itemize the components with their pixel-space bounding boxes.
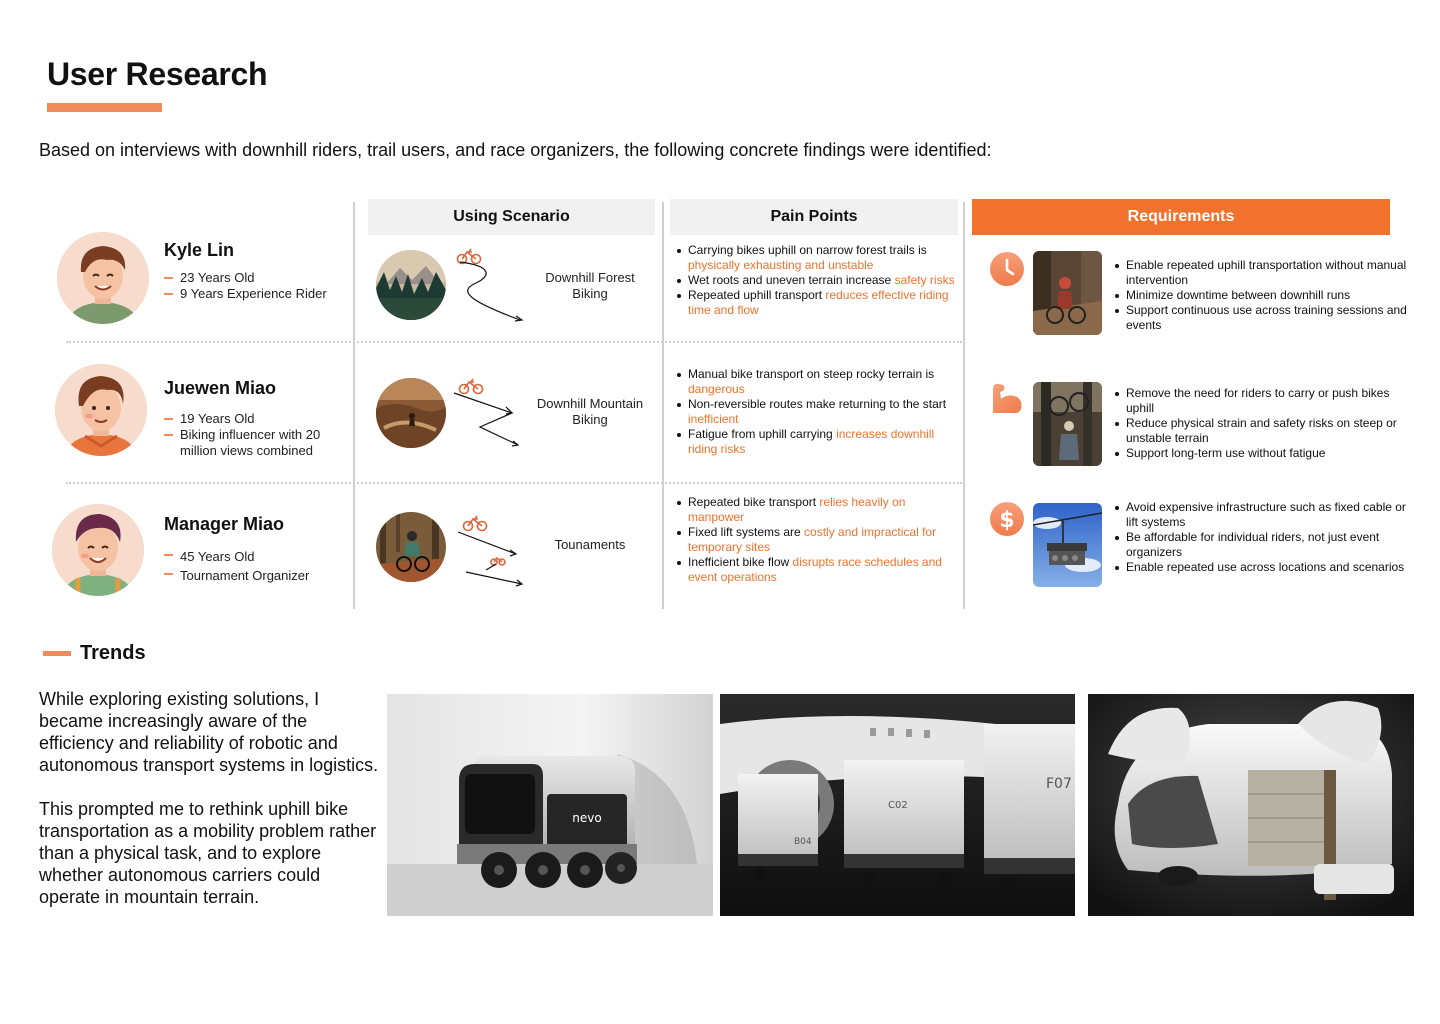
requirements-list: [1113, 500, 1408, 575]
persona-details: [164, 547, 344, 585]
requirement-photo: [1033, 503, 1102, 587]
trend-image-pod-vehicle: [1088, 694, 1414, 916]
page-title: User Research: [47, 56, 268, 92]
pain-point: Wet roots and uneven terrain increase safety risks: [676, 273, 958, 288]
avatar: [52, 504, 144, 596]
persona-detail: 23 Years Old: [164, 270, 344, 286]
divider-2: [662, 202, 664, 609]
divider-3: [963, 202, 965, 609]
persona-name: Juewen Miao: [164, 378, 277, 398]
pain-point: Carrying bikes uphill on narrow forest trails is physically exhausting and unstable: [676, 243, 958, 273]
pain-points-list: [676, 243, 958, 318]
pain-point: Fatigue from uphill carrying increases downhill riding risks: [676, 427, 958, 457]
dollar-icon: [989, 501, 1025, 537]
route-illustration: [456, 514, 528, 590]
column-header-pain-points: Pain Points: [670, 199, 958, 235]
container-label: B04: [794, 837, 812, 847]
row-divider-2: [66, 482, 962, 484]
container-label: C02: [888, 800, 908, 811]
trends-text: [39, 688, 379, 908]
persona-name: Kyle Lin: [164, 240, 235, 260]
trend-image-delivery-robot: [387, 694, 713, 916]
persona-detail: 45 Years Old: [164, 547, 344, 566]
persona-detail: Tournament Organizer: [164, 566, 344, 585]
scenario-label: Downhill Mountain Biking: [536, 396, 644, 427]
route-illustration: [452, 246, 532, 324]
trends-title: Trends: [80, 642, 146, 664]
trend-image-container-robots: [720, 694, 1075, 916]
requirement-item: Be affordable for individual riders, not just event organizers: [1113, 530, 1408, 560]
persona-name: Manager Miao: [164, 514, 285, 534]
scenario-image: [376, 378, 446, 448]
pain-point: Non-reversible routes make returning to the start inefficient: [676, 397, 958, 427]
avatar: [55, 364, 147, 456]
trends-paragraph: While exploring existing solutions, I became increasingly aware of the efficiency and reliability of robotic and autonomous transport systems in logistics.: [39, 689, 379, 775]
requirements-list: [1113, 258, 1408, 333]
persona-detail: 19 Years Old: [164, 411, 344, 427]
persona-details: [164, 270, 344, 302]
pain-point: Repeated bike transport relies heavily on manpower: [676, 495, 958, 525]
requirement-item: Support long-term use without fatigue: [1113, 446, 1408, 461]
pain-points-list: [676, 367, 958, 457]
trends-accent-bar: [43, 651, 71, 656]
scenario-image: [376, 512, 446, 582]
flexed-arm-icon: [989, 381, 1025, 417]
column-header-scenario: Using Scenario: [368, 199, 655, 235]
requirement-item: Support continuous use across training sessions and events: [1113, 303, 1408, 333]
clock-icon: [989, 251, 1025, 287]
robot-brand-text: nevo: [572, 811, 602, 825]
requirement-photo: [1033, 382, 1102, 466]
persona-details: [164, 411, 344, 459]
avatar: [57, 232, 149, 324]
column-header-requirements: Requirements: [972, 199, 1390, 235]
pain-point: Repeated uphill transport reduces effective riding time and flow: [676, 288, 958, 318]
requirement-photo: [1033, 251, 1102, 335]
pain-point: Manual bike transport on steep rocky terrain is dangerous: [676, 367, 958, 397]
requirement-item: Avoid expensive infrastructure such as fixed cable or lift systems: [1113, 500, 1408, 530]
scenario-label: Tounaments: [554, 537, 626, 552]
pain-point: Inefficient bike flow disrupts race schedules and event operations: [676, 555, 958, 585]
trends-paragraph: This prompted me to rethink uphill bike transportation as a mobility problem rather than a physical task, and to explore whether autonomous carriers could operate in mountain terrain.: [39, 799, 377, 907]
pain-point: Fixed lift systems are costly and impractical for temporary sites: [676, 525, 958, 555]
route-illustration: [452, 377, 524, 449]
container-label: F07: [1046, 776, 1072, 792]
requirements-list: [1113, 386, 1408, 461]
intro-text: Based on interviews with downhill riders, trail users, and race organizers, the following concrete findings were identified:: [39, 140, 992, 160]
scenario-label: Downhill Forest Biking: [545, 270, 635, 301]
requirement-item: Remove the need for riders to carry or push bikes uphill: [1113, 386, 1408, 416]
requirement-item: Reduce physical strain and safety risks on steep or unstable terrain: [1113, 416, 1408, 446]
persona-detail: Biking influencer with 20 million views combined: [164, 427, 344, 459]
persona-detail: 9 Years Experience Rider: [164, 286, 344, 302]
title-underline: [47, 103, 162, 112]
row-divider-1: [66, 341, 962, 343]
scenario-image: [376, 250, 446, 320]
requirement-item: Minimize downtime between downhill runs: [1113, 288, 1408, 303]
requirement-item: Enable repeated uphill transportation without manual intervention: [1113, 258, 1408, 288]
pain-points-list: [676, 495, 958, 585]
requirement-item: Enable repeated use across locations and scenarios: [1113, 560, 1408, 575]
divider-1: [353, 202, 355, 609]
svg-text:$: $: [999, 508, 1015, 533]
